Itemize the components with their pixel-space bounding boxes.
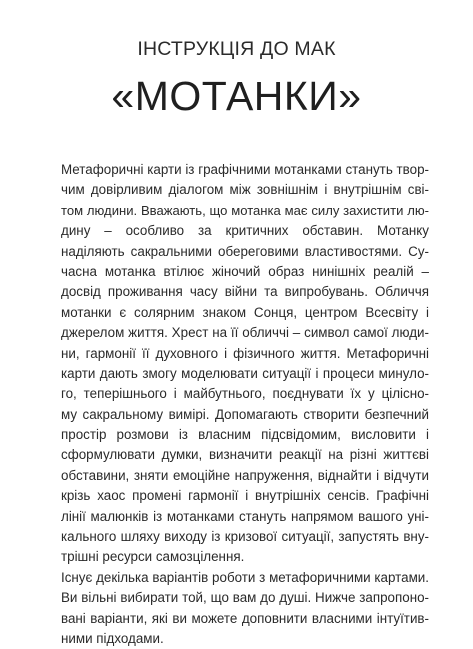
text-line: Метафоричні карти із графічними мотанками стануть твор- bbox=[61, 162, 429, 177]
body-text bbox=[61, 160, 429, 649]
text-line: ними підходами. bbox=[61, 630, 164, 646]
page-title: «МОТАНКИ» bbox=[111, 73, 362, 119]
text-line: досвід проживання часу війни та випробувань. Обличчя bbox=[61, 284, 429, 300]
text-line: вані варіанти, які ви можете доповнити власними інтуїтив- bbox=[61, 610, 429, 626]
paragraph-1 bbox=[61, 160, 429, 568]
text-line: том людини. Вважають, що мотанка має силу захистити лю- bbox=[61, 202, 429, 218]
text-line: трішні ресурси самозцілення. bbox=[61, 549, 245, 565]
text-line: Ви вільні вибирати той, що вам до душі. Нижче запропоно- bbox=[61, 590, 429, 606]
text-line: му сакральному вимірі. Допомагають створити безпечний bbox=[61, 406, 429, 422]
text-line: крізь хаос промені гармонії і внутрішніх сенсів. Графічні bbox=[61, 488, 429, 504]
text-line: джерелом життя. Хрест на її обличчі – символ самої люди- bbox=[61, 325, 429, 341]
text-line: наділяють сакральними обереговими властивостями. Су- bbox=[61, 243, 429, 259]
text-line: Існує декілька варіантів роботи з метафоричними картами. bbox=[61, 569, 429, 585]
text-line: ни, гармонії її духовного і фізичного життя. Метафоричні bbox=[61, 345, 429, 361]
text-line: карти дають змогу моделювати ситуації і процеси минуло- bbox=[61, 365, 429, 381]
text-line: простір розмови із власним підсвідомим, висловити і bbox=[61, 427, 429, 443]
text-line: обставини, зняти емоційне напруження, віднайти і відчути bbox=[61, 467, 429, 483]
text-line: часна мотанка втілює жіночий образ нинішніх реалій – bbox=[61, 263, 429, 279]
section-heading: ІНСТРУКЦІЯ ДО МАК bbox=[137, 38, 336, 60]
text-line: сформулювати думки, визначити реакції на різні життєві bbox=[61, 447, 429, 463]
text-line: дину – особливо за критичних обставин. Мотанку bbox=[61, 223, 429, 239]
text-line: лінії малюнків із мотанками стануть напрямом вашого уні- bbox=[61, 508, 429, 524]
text-line: го, теперішнього і майбутнього, поєднувати їх у цілісно- bbox=[61, 386, 429, 402]
text-line: чим довірливим діалогом між зовнішнім і внутрішнім сві- bbox=[61, 182, 429, 198]
paragraph-2 bbox=[61, 568, 429, 649]
text-line: кального шляху виходу із кризової ситуації, запустять вну- bbox=[61, 529, 429, 545]
text-line: мотанки є солярним знаком Сонця, центром Всесвіту і bbox=[61, 304, 429, 320]
